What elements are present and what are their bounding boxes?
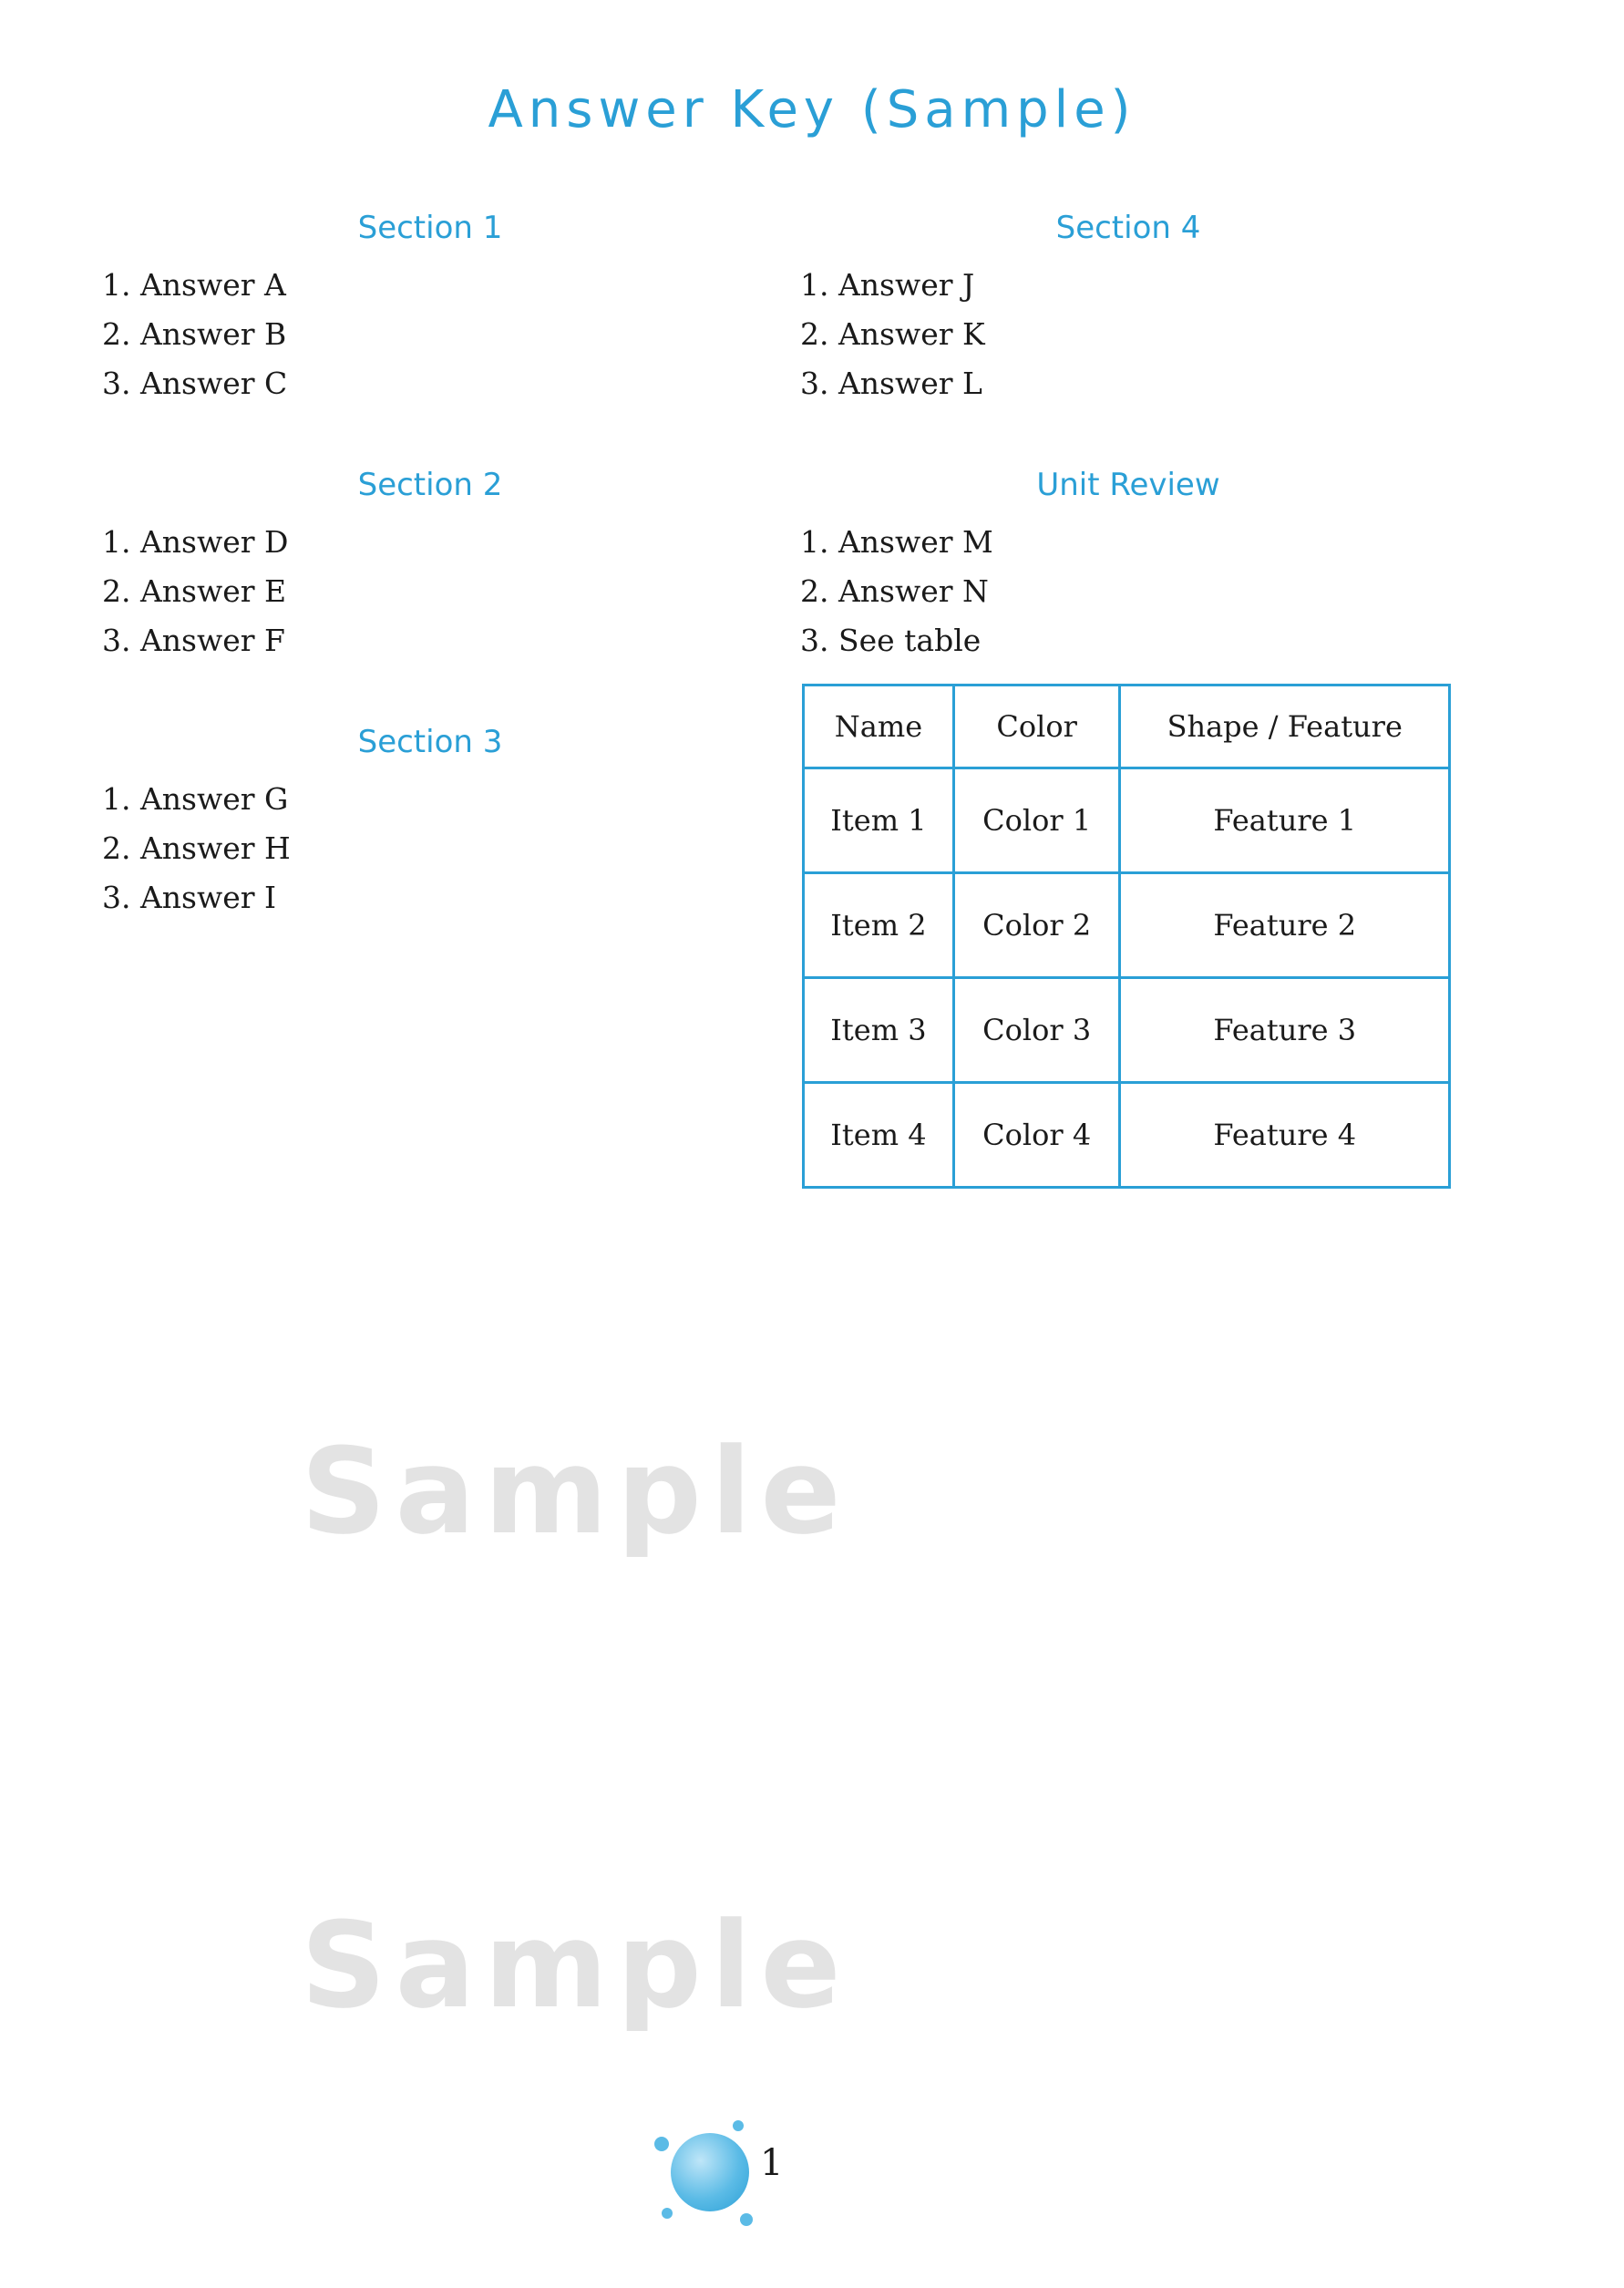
table-cell: Color 3: [953, 978, 1120, 1083]
table-row: [804, 1083, 1450, 1188]
section-2: [102, 467, 758, 665]
table-cell: Item 3: [804, 978, 954, 1083]
splash-drop-icon: [740, 2213, 753, 2226]
section-4: [800, 210, 1456, 408]
answer-line: 2. Answer B: [102, 316, 287, 352]
answer-line: 1. Answer M: [800, 524, 993, 560]
table-cell: Feature 1: [1120, 768, 1450, 873]
answer-line: 3. Answer F: [102, 623, 285, 658]
table-cell: Feature 4: [1120, 1083, 1450, 1188]
answer-line: 1. Answer D: [102, 524, 289, 560]
page-title: Answer Key (Sample): [488, 80, 1136, 139]
table-cell: Item 1: [804, 768, 954, 873]
table-cell: Feature 2: [1120, 873, 1450, 978]
splash-drop-icon: [654, 2137, 669, 2151]
table-cell: Feature 3: [1120, 978, 1450, 1083]
page-number: 1: [760, 2142, 784, 2184]
answer-table: [802, 684, 1451, 1189]
section-title: Section 2: [357, 467, 503, 503]
watermark: Sample: [301, 1896, 850, 2035]
answer-line: 3. See table: [800, 623, 982, 658]
answer-line: 1. Answer A: [102, 267, 286, 303]
section-3: [102, 724, 758, 922]
table-header: Name: [804, 685, 954, 768]
answer-line: 2. Answer N: [800, 573, 989, 609]
table-row: [804, 768, 1450, 873]
splash-drop-icon: [662, 2208, 673, 2219]
section-title: Section 4: [1055, 210, 1201, 246]
answer-line: 2. Answer K: [800, 316, 985, 352]
answer-line: 2. Answer H: [102, 830, 291, 866]
answer-line: 2. Answer E: [102, 573, 287, 609]
left-column: [102, 210, 758, 981]
answer-line: 3. Answer C: [102, 366, 288, 401]
answer-line: 3. Answer I: [102, 880, 277, 915]
table-cell: Item 4: [804, 1083, 954, 1188]
watermark: Sample: [301, 1422, 850, 1561]
table-cell: Color 1: [953, 768, 1120, 873]
section-title: Section 3: [357, 724, 503, 760]
table-header: Color: [953, 685, 1120, 768]
table-row: [804, 873, 1450, 978]
table-row: [804, 978, 1450, 1083]
answer-line: 1. Answer J: [800, 267, 975, 303]
section-title: Section 1: [357, 210, 503, 246]
section-1: [102, 210, 758, 408]
right-column: [800, 210, 1456, 1247]
table-cell: Item 2: [804, 873, 954, 978]
table-cell: Color 2: [953, 873, 1120, 978]
splash-icon: [671, 2133, 749, 2211]
splash-drop-icon: [733, 2120, 744, 2131]
table-header-row: [804, 685, 1450, 768]
section-title: Unit Review: [1036, 467, 1220, 503]
answer-line: 3. Answer L: [800, 366, 982, 401]
page-footer: [638, 2106, 802, 2242]
table-header: Shape / Feature: [1120, 685, 1450, 768]
table-cell: Color 4: [953, 1083, 1120, 1188]
answer-line: 1. Answer G: [102, 781, 289, 817]
section-5: [800, 467, 1456, 1189]
